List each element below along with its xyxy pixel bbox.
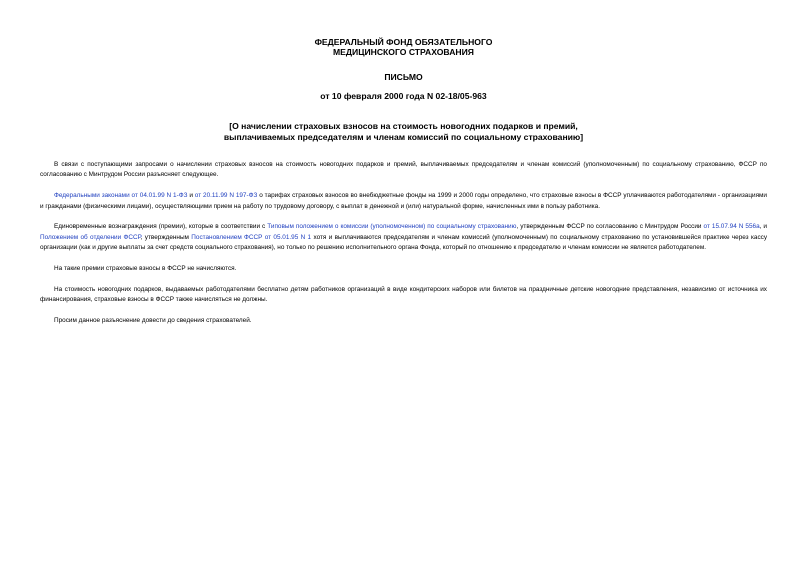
paragraph-3-text-1: Единовременные вознаграждения (премии), которые в соответствии с xyxy=(54,223,268,231)
paragraph-4: На такие премии страховые взносы в ФССР не начисляются. xyxy=(54,265,237,273)
document-type: ПИСЬМО xyxy=(384,72,423,82)
paragraph-3-text-4: , утвержденным xyxy=(140,233,192,241)
paragraph-2 xyxy=(40,191,767,212)
issuer-heading xyxy=(0,37,807,57)
issuer-line-1: ФЕДЕРАЛЬНЫЙ ФОНД ОБЯЗАТЕЛЬНОГО xyxy=(314,37,493,47)
title-line-1: [О начислении страховых взносов на стоимость новогодних подарков и премий, xyxy=(229,121,578,131)
paragraph-1: В связи с поступающими запросами о начислении страховых взносов на стоимость новогодних подарков и премий, выплачиваемых председателям и членам комиссий (уполномоченным) по социальному страхованию, ФССР по согласованию с Минтрудом России разъясняет следующее. xyxy=(40,161,767,179)
paragraph-5: На стоимость новогодних подарков, выдаваемых работодателями бесплатно детям работников организаций в виде кондитерских наборов или билетов на праздничные детские новогодние представления, независимо от источника их финансирования, страховые взносы в ФССР также начисляться не должны. xyxy=(40,285,767,304)
paragraph-6: Просим данное разъяснение довести до сведения страхователей. xyxy=(54,317,252,325)
paragraph-3-text-3: , и xyxy=(759,223,768,231)
document-body xyxy=(40,160,767,337)
resolution-link[interactable]: Постановлением ФССР от 05.01.95 N 1 xyxy=(191,233,312,241)
paragraph-2-text-2: о тарифах страховых взносов во внебюджетные фонды на 1999 и 2000 годы определено, что страховые взносы в ФССР уплачиваются работодателями - организациями и гражданами (физическими лицами), осуществляющими прием на работу по трудовому договору, с выплат в денежной и (или) натуральной форме, начисленных ими в пользу работника. xyxy=(40,192,767,210)
paragraph-3-text-5: хотя и выплачиваются председателям и членам комиссий (уполномоченным) по социальному страхованию по установившейся практике через кассу организации (как и другие выплаты за счет средств социального страхования), но только по решению исполнительного органа Фонда, который по отношению к председателю и членам комиссии не является работодателем. xyxy=(40,233,768,252)
paragraph-2-text-1: и xyxy=(187,192,195,200)
title-line-2: выплачиваемых председателям и членам комиссий по социальному страхованию] xyxy=(223,132,584,142)
branch-regulation-link[interactable]: Положением об отделении ФССР xyxy=(40,233,141,241)
regulation-date-link[interactable]: от 15.07.94 N 556а xyxy=(703,223,760,231)
law-link-197-fz[interactable]: от 20.11.99 N 197-ФЗ xyxy=(194,192,258,200)
law-link-1-fz[interactable]: Федеральными законами от 04.01.99 N 1-ФЗ xyxy=(54,192,188,200)
document-title xyxy=(0,121,807,143)
paragraph-3-text-2: , утвержденным ФССР по согласованию с Минтрудом России xyxy=(516,223,704,231)
issuer-line-2: МЕДИЦИНСКОГО СТРАХОВАНИЯ xyxy=(333,47,474,57)
paragraph-3 xyxy=(40,222,767,253)
model-regulation-link[interactable]: Типовым положением о комиссии (уполномоченном) по социальному страхованию xyxy=(267,223,517,231)
document-date: от 10 февраля 2000 года N 02-18/05-963 xyxy=(320,91,487,101)
